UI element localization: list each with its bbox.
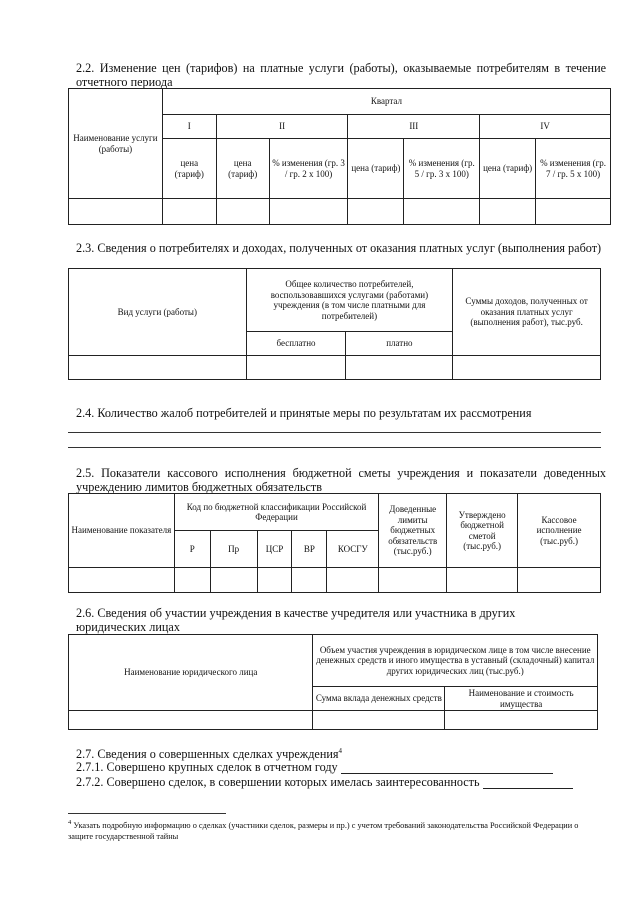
- table-row: [69, 356, 601, 380]
- col-free: бесплатно: [246, 332, 346, 356]
- col-income: Суммы доходов, полученных от оказания платных услуг (выполнения работ), тыс.руб.: [453, 269, 601, 356]
- col-contribution: Сумма вклада денежных средств: [313, 687, 445, 711]
- table-row: [69, 568, 601, 593]
- table-price-changes: [68, 88, 611, 225]
- heading-2-3: 2.3. Сведения о потребителях и доходах, полученных от оказания платных услуг (выполнения работ): [76, 241, 602, 255]
- table-budget-execution: [68, 493, 601, 593]
- deal-line-2-field[interactable]: [483, 776, 573, 789]
- col-paid: платно: [346, 332, 453, 356]
- table-row: [69, 199, 611, 225]
- code-kosgu: КОСГУ: [327, 531, 379, 568]
- footnote: [68, 817, 588, 842]
- col-indicator: Наименование показателя: [69, 494, 175, 568]
- table-row: [69, 711, 598, 730]
- col-total-consumers: Общее количество потребителей, воспользовавшихся услугами (работами) учреждения (в том числе платными для потребителей): [246, 269, 453, 332]
- footnote-separator: [68, 813, 226, 814]
- deal-line-2: [76, 775, 573, 789]
- deal-line-1-label: 2.7.1. Совершено крупных сделок в отчетном году: [76, 760, 338, 774]
- col-service-name: Наименование услуги (работы): [69, 89, 163, 199]
- pct-q3: % изменения (гр. 5 / гр. 3 х 100): [404, 139, 480, 199]
- heading-2-4: 2.4. Количество жалоб потребителей и принятые меры по результатам их рассмотрения: [76, 406, 532, 420]
- code-pr: Пр: [210, 531, 257, 568]
- col-budget-code: Код по бюджетной классификации Российской Федерации: [174, 494, 378, 531]
- pct-q4: % изменения (гр. 7 / гр. 5 х 100): [536, 139, 611, 199]
- quarter-4: IV: [480, 115, 611, 139]
- col-property: Наименование и стоимость имущества: [445, 687, 598, 711]
- table-participation: [68, 634, 598, 730]
- price-q1: цена (тариф): [162, 139, 216, 199]
- price-q3: цена (тариф): [348, 139, 404, 199]
- col-volume: Объем участия учреждения в юридическом лице в том числе внесение денежных средств и иного имущества в уставный (складочный) капитал других юридических лиц (тыс.руб.): [313, 635, 598, 687]
- table-consumers: [68, 268, 601, 380]
- fill-line: [68, 432, 601, 433]
- pct-q2: % изменения (гр. 3 / гр. 2 х 100): [269, 139, 348, 199]
- quarter-1: I: [162, 115, 216, 139]
- heading-2-5: 2.5. Показатели кассового исполнения бюджетной сметы учреждения и показатели доведенных учреждению лимитов бюджетных обязательств: [76, 466, 606, 494]
- col-service-type: Вид услуги (работы): [69, 269, 247, 356]
- col-cash: Кассовое исполнение (тыс.руб.): [518, 494, 601, 568]
- code-r: Р: [174, 531, 210, 568]
- heading-2-6: 2.6. Сведения об участии учреждения в качестве учредителя или участника в других юридических лицах: [76, 606, 516, 634]
- heading-2-7-text: 2.7. Сведения о совершенных сделках учреждения: [76, 747, 339, 762]
- col-approved: Утверждено бюджетной сметой (тыс.руб.): [447, 494, 518, 568]
- col-limits: Доведенные лимиты бюджетных обязательств (тыс.руб.): [379, 494, 447, 568]
- col-quarter: Квартал: [162, 89, 610, 115]
- quarter-3: III: [348, 115, 480, 139]
- deal-line-1-field[interactable]: [341, 761, 553, 774]
- heading-2-2: 2.2. Изменение цен (тарифов) на платные услуги (работы), оказываемые потребителям в течение отчетного периода: [76, 61, 606, 89]
- quarter-2: II: [216, 115, 348, 139]
- price-q2: цена (тариф): [216, 139, 269, 199]
- code-csr: ЦСР: [257, 531, 292, 568]
- footnote-mark: 4: [68, 819, 72, 826]
- footnote-ref: 4: [338, 747, 342, 755]
- deal-line-1: [76, 760, 553, 774]
- footnote-text: Указать подробную информацию о сделках (участники сделок, размеры и пр.) с учетом требований законодательства Российской Федерации о защите государственной тайны: [68, 820, 579, 841]
- price-q4: цена (тариф): [480, 139, 536, 199]
- code-vr: ВР: [292, 531, 327, 568]
- heading-2-7: [76, 744, 342, 761]
- fill-line: [68, 447, 601, 448]
- col-entity-name: Наименование юридического лица: [69, 635, 313, 711]
- deal-line-2-label: 2.7.2. Совершено сделок, в совершении которых имелась заинтересованность: [76, 775, 480, 789]
